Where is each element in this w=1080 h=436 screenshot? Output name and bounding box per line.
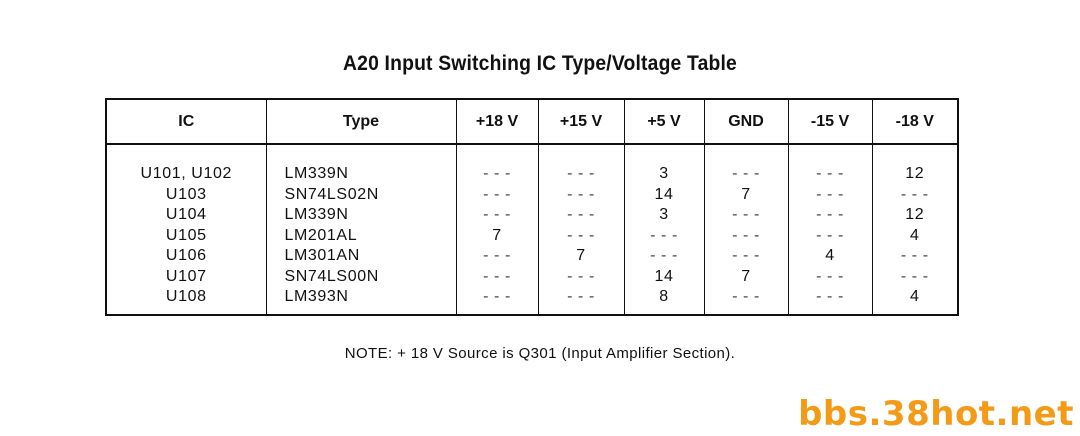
header-minus18v: -18 V (872, 99, 958, 144)
header-ic: IC (106, 99, 266, 144)
cell-plus15v: - - - (538, 164, 624, 185)
cell-ic: U106 (165, 247, 207, 264)
header-plus15v: +15 V (538, 99, 624, 144)
cell-plus5v: 8 (624, 287, 704, 315)
cell-plus5v: - - - (624, 246, 704, 267)
cell-plus18v: - - - (456, 185, 538, 206)
cell-gnd: - - - (704, 164, 788, 185)
header-plus5v: +5 V (624, 99, 704, 144)
header-type: Type (266, 99, 456, 144)
cell-plus15v: - - - (538, 287, 624, 315)
cell-minus15v: - - - (788, 185, 872, 206)
cell-plus18v: 7 (456, 226, 538, 247)
header-plus18v: +18 V (456, 99, 538, 144)
table-row (106, 287, 958, 315)
header-minus15v: -15 V (788, 99, 872, 144)
cell-minus15v: - - - (788, 205, 872, 226)
table-row (106, 246, 958, 267)
spacer-row (106, 144, 958, 164)
cell-ic: U108 (165, 288, 207, 305)
cell-type: SN74LS00N (266, 267, 456, 288)
table-row (106, 205, 958, 226)
cell-minus15v: - - - (788, 226, 872, 247)
cell-gnd: - - - (704, 226, 788, 247)
cell-plus5v: 14 (624, 185, 704, 206)
table-row (106, 267, 958, 288)
cell-plus5v: 3 (624, 164, 704, 185)
cell-ic: U103 (165, 185, 207, 203)
cell-plus18v: - - - (456, 287, 538, 315)
cell-plus15v: 7 (538, 246, 624, 267)
table-title: A20 Input Switching IC Type/Voltage Table (343, 52, 737, 75)
cell-minus15v: 4 (788, 246, 872, 267)
cell-minus18v: - - - (872, 267, 958, 288)
cell-plus18v: - - - (456, 205, 538, 226)
cell-type: SN74LS02N (266, 185, 456, 206)
cell-ic: U104 (165, 206, 207, 223)
table-row (106, 164, 958, 185)
cell-minus15v: - - - (788, 267, 872, 288)
cell-ic: U105 (165, 226, 207, 244)
footnote: NOTE: + 18 V Source is Q301 (Input Amplifier Section). (344, 345, 736, 362)
cell-minus18v: 4 (872, 226, 958, 247)
cell-type: LM201AL (266, 226, 456, 247)
cell-plus5v: 3 (624, 205, 704, 226)
cell-minus18v: 12 (872, 205, 958, 226)
cell-type: LM339N (266, 164, 456, 185)
cell-plus5v: 14 (624, 267, 704, 288)
ic-voltage-table (105, 98, 959, 316)
cell-gnd: - - - (704, 246, 788, 267)
cell-minus18v: 4 (872, 287, 958, 315)
watermark: bbs.38hot.net (798, 394, 1074, 434)
cell-plus18v: - - - (456, 246, 538, 267)
cell-ic: U101, U102 (140, 165, 232, 182)
cell-minus18v: - - - (872, 246, 958, 267)
cell-plus18v: - - - (456, 267, 538, 288)
cell-plus15v: - - - (538, 267, 624, 288)
cell-gnd: 7 (704, 267, 788, 288)
cell-minus15v: - - - (788, 164, 872, 185)
header-row (106, 99, 958, 144)
cell-minus18v: - - - (872, 185, 958, 206)
table-row (106, 185, 958, 206)
cell-minus18v: 12 (872, 164, 958, 185)
cell-minus15v: - - - (788, 287, 872, 315)
cell-plus18v: - - - (456, 164, 538, 185)
table-row (106, 226, 958, 247)
cell-plus15v: - - - (538, 226, 624, 247)
cell-gnd: - - - (704, 205, 788, 226)
cell-plus15v: - - - (538, 185, 624, 206)
cell-gnd: 7 (704, 185, 788, 206)
header-gnd: GND (704, 99, 788, 144)
table-body (106, 144, 958, 315)
cell-type: LM339N (266, 205, 456, 226)
cell-plus15v: - - - (538, 205, 624, 226)
cell-gnd: - - - (704, 287, 788, 315)
cell-plus5v: - - - (624, 226, 704, 247)
cell-ic: U107 (165, 267, 207, 285)
cell-type: LM301AN (266, 246, 456, 267)
cell-type: LM393N (266, 287, 456, 315)
